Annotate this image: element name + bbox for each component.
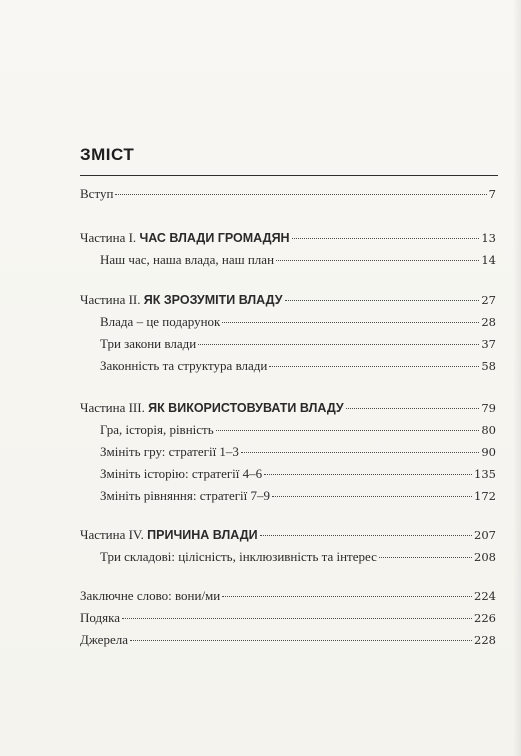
page-number: 27: [481, 293, 496, 307]
leader-dots: [285, 300, 480, 301]
page-number: 135: [474, 467, 496, 481]
toc-entry-chapter: [100, 314, 496, 330]
entry-label: Заключне слово: вони/ми: [80, 588, 221, 603]
leader-dots: [222, 596, 472, 597]
toc-entry-part-3: [80, 400, 496, 416]
leader-dots: [292, 238, 480, 239]
page-number: 79: [481, 401, 496, 415]
entry-label: Змініть рівняння: стратегії 7–9: [100, 488, 271, 503]
leader-dots: [264, 474, 472, 475]
part-number: Частина IV.: [80, 527, 144, 542]
entry-label: Подяка: [80, 610, 120, 625]
entry-label: [80, 400, 344, 416]
part-title: ЯК ВИКОРИСТОВУВАТИ ВЛАДУ: [148, 401, 344, 415]
entry-label: Законність та структура влади: [100, 358, 268, 373]
leader-dots: [276, 260, 479, 261]
page-number: 224: [474, 589, 496, 603]
page-number: 37: [481, 337, 496, 351]
page-number: 14: [481, 253, 496, 267]
leader-dots: [222, 322, 479, 323]
page-number: 58: [481, 359, 496, 373]
toc-entry-chapter: [100, 444, 496, 460]
entry-label: [80, 230, 290, 246]
part-number: Частина I.: [80, 230, 137, 245]
toc-entry-chapter: [100, 336, 496, 352]
toc-entry-part-4: [80, 527, 496, 543]
entry-label: [80, 527, 258, 543]
part-number: Частина III.: [80, 400, 145, 415]
leader-dots: [260, 535, 472, 536]
toc-entry-afterword: [80, 588, 496, 604]
page-edge-shadow: [513, 0, 521, 756]
toc-entry-sources: [80, 632, 496, 648]
leader-dots: [272, 496, 472, 497]
page-number: 208: [474, 550, 496, 564]
toc-entry-part-2: [80, 292, 496, 308]
leader-dots: [346, 408, 480, 409]
heading-rule: [80, 175, 498, 176]
leader-dots: [130, 640, 472, 641]
page-number: 226: [474, 611, 496, 625]
entry-label: [80, 292, 283, 308]
toc-entry-chapter: [100, 422, 496, 438]
toc-entry-chapter: [100, 358, 496, 374]
toc-entry-acknowledgements: [80, 610, 496, 626]
page-number: 7: [488, 187, 496, 201]
part-title: ЯК ЗРОЗУМІТИ ВЛАДУ: [143, 293, 283, 307]
entry-label: Вступ: [80, 186, 114, 201]
part-title: ЧАС ВЛАДИ ГРОМАДЯН: [139, 231, 290, 245]
page-number: 172: [474, 489, 496, 503]
toc-entry-chapter: [100, 466, 496, 482]
entry-label: Змініть історію: стратегії 4–6: [100, 466, 263, 481]
part-title: ПРИЧИНА ВЛАДИ: [147, 528, 258, 542]
leader-dots: [115, 194, 486, 195]
entry-label: Змініть гру: стратегії 1–3: [100, 444, 239, 459]
entry-label: Три закони влади: [100, 336, 197, 351]
entry-label: Джерела: [80, 632, 128, 647]
entry-label: Наш час, наша влада, наш план: [100, 252, 275, 267]
page-number: 207: [474, 528, 496, 542]
toc-entry-chapter: [100, 252, 496, 268]
toc-entry-chapter: [100, 488, 496, 504]
entry-label: Гра, історія, рівність: [100, 422, 214, 437]
entry-label: Влада – це подарунок: [100, 314, 221, 329]
leader-dots: [198, 344, 479, 345]
page-number: 28: [481, 315, 496, 329]
toc-entry-chapter: [100, 549, 496, 565]
part-number: Частина II.: [80, 292, 141, 307]
page-number: 90: [481, 445, 496, 459]
leader-dots: [122, 618, 472, 619]
toc-heading: ЗМІСТ: [80, 145, 135, 164]
page-number: 13: [481, 231, 496, 245]
toc-entry-part-1: [80, 230, 496, 246]
leader-dots: [216, 430, 480, 431]
leader-dots: [269, 366, 479, 367]
entry-label: Три складові: цілісність, інклюзивність та інтерес: [100, 549, 377, 564]
toc-entry-intro: [80, 186, 496, 202]
leader-dots: [379, 557, 472, 558]
page-number: 228: [474, 633, 496, 647]
leader-dots: [241, 452, 479, 453]
page-number: 80: [481, 423, 496, 437]
